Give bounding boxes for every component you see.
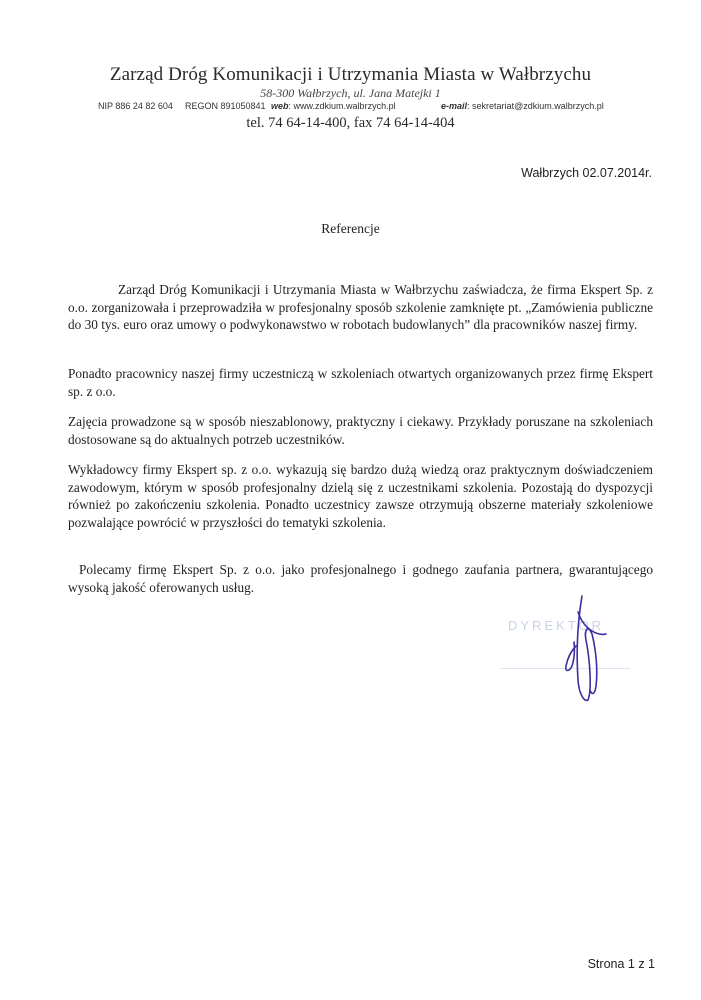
web-colon: : bbox=[288, 101, 292, 111]
body-paragraph-4: Wykładowcy firmy Ekspert sp. z o.o. wykazują się bardzo dużą wiedzą oraz praktycznym doświadczeniem zawodowym, którym w sposób profesjonalny dzielą się z uczestnikami szkolenia. Pozostają do dyspozycji również po zakończeniu szkolenia. Ponadto uczestnicy zawsze otrzymują obszerne materiały szkoleniowe pozwalające powrócić w przyszłości do tematyki szkolenia. bbox=[68, 462, 653, 530]
body-paragraph-5: Polecamy firmę Ekspert Sp. z o.o. jako profesjonalnego i godnego zaufania partnera, gwarantującego wysoką jakość oferowanych usług. bbox=[68, 562, 653, 595]
email-label: e-mail bbox=[441, 101, 468, 111]
stamp-title: DYREKTOR bbox=[508, 618, 604, 633]
email-wrapper bbox=[441, 101, 604, 111]
web-label: web bbox=[271, 101, 289, 111]
body-paragraph-3: Zajęcia prowadzone są w sposób nieszablonowy, praktyczny i ciekawy. Przykłady poruszane na szkoleniach dostosowane są do aktualnych potrzeb uczestników. bbox=[68, 414, 653, 447]
organization-name: Zarząd Dróg Komunikacji i Utrzymania Miasta w Wałbrzychu bbox=[109, 64, 592, 85]
organization-address: 58-300 Wałbrzych, ul. Jana Matejki 1 bbox=[260, 86, 441, 100]
web-wrapper bbox=[271, 101, 396, 111]
web-address: www.zdkium.walbrzych.pl bbox=[293, 101, 396, 111]
place-and-date: Wałbrzych 02.07.2014r. bbox=[521, 166, 652, 180]
body-paragraph-2: Ponadto pracownicy naszej firmy uczestniczą w szkoleniach otwartych organizowanych przez firmę Ekspert sp. z o.o. bbox=[68, 366, 653, 399]
nip-number: NIP 886 24 82 604 bbox=[98, 101, 173, 111]
director-signature bbox=[548, 590, 628, 710]
email-colon: : bbox=[467, 101, 470, 111]
regon-number: REGON 891050841 bbox=[185, 101, 266, 111]
email-address: sekretariat@zdkium.walbrzych.pl bbox=[472, 101, 604, 111]
page-number: Strona 1 z 1 bbox=[587, 957, 655, 971]
letter-title: Referencje bbox=[321, 221, 380, 236]
contact-info-line bbox=[98, 101, 173, 111]
body-paragraph-1: Zarząd Dróg Komunikacji i Utrzymania Miasta w Wałbrzychu zaświadcza, że firma Ekspert Sp. z o.o. zorganizowała i przeprowadziła w profesjonalny sposób szkolenie zamknięte pt. „Zamówienia publiczne do 30 tys. euro oraz umowy o podwykonawstwo w robotach budowlanych” dla pracowników naszej firmy. bbox=[68, 282, 653, 332]
regon-wrapper bbox=[185, 101, 266, 111]
phone-fax-line: tel. 74 64-14-400, fax 74 64-14-404 bbox=[246, 115, 455, 131]
